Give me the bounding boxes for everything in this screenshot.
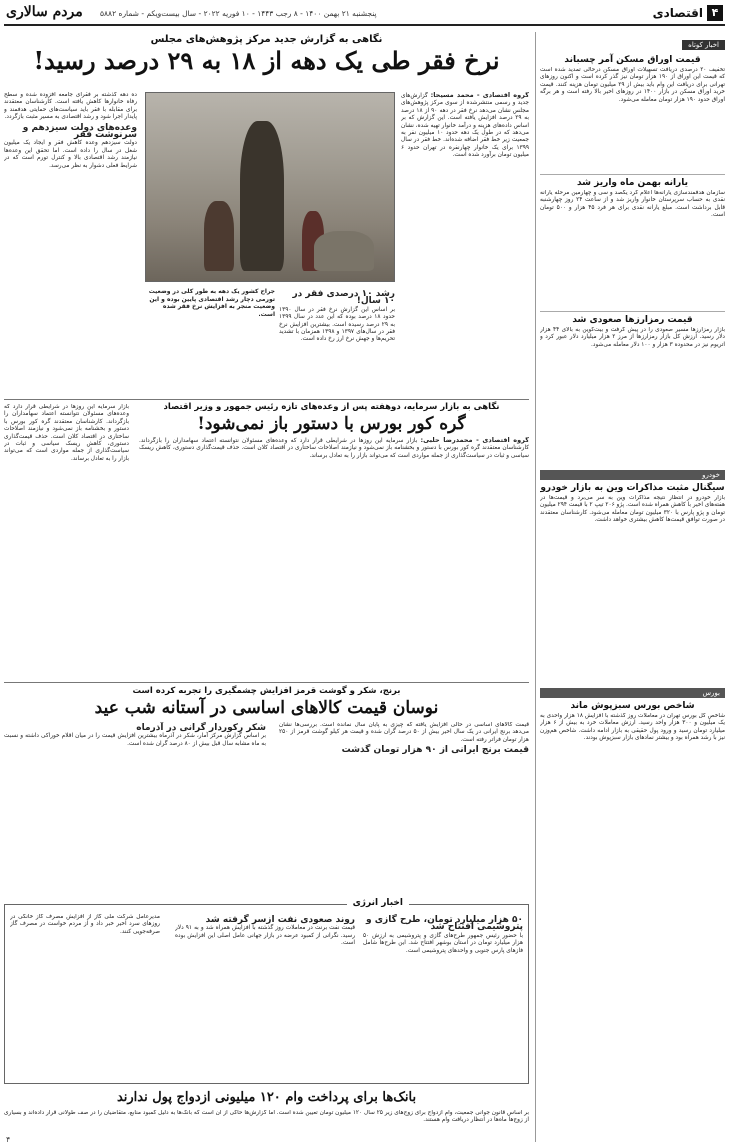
divider xyxy=(4,399,529,400)
news-title: قیمت رمزارزها صعودی شد xyxy=(572,315,693,325)
divider xyxy=(4,682,529,683)
page-number: ۴ xyxy=(6,1135,11,1144)
energy-item2-body: قیمت نفت برنت در معاملات روز گذشته با افزایش همراه شد و به ۹۱ دلار رسید. نگرانی از کمبود عرضه در بازار جهانی عامل اصلی این افزایش بوده است. xyxy=(175,925,355,947)
date-line: پنجشنبه ۲۱ بهمن ۱۴۰۰ - ۸ رجب ۱۴۴۳ - ۱۰ فوریه ۲۰۲۲ - سال بیست‌ویکم - شماره ۵۸۸۲ xyxy=(100,9,377,18)
news-title: یارانه بهمن ماه واریز شد xyxy=(576,178,688,188)
middle-body-text: بازار سرمایه این روزها در شرایطی قرار دارد که وعده‌های مسئولان نتوانسته اعتماد سهامداران را بازگرداند. کارشناسان معتقدند گره کور بورس با دستور و بخشنامه باز نمی‌شود و نیازمند اصلاحات ساختاری در اقتصاد کلان است. حذف قیمت‌گذاری دستوری، کاهش ریسک سیاسی و ثبات در سیاست‌گذاری از جمله مواردی است که می‌تواند بازار را به تعادل برساند. xyxy=(139,438,529,459)
middle-left-text: بازار سرمایه این روزها در شرایطی قرار دارد که وعده‌های مسئولان نتوانسته اعتماد سهامداران را بازگرداند. کارشناسان معتقدند گره کور بورس با دستور و بخشنامه باز نمی‌شود و نیازمند اصلاحات ساختاری در اقتصاد کلان است. حذف قیمت‌گذاری دستوری، کاهش ریسک سیاسی و ثبات در سیاست‌گذاری از جمله مواردی است که می‌تواند بازار را به تعادل برساند. xyxy=(4,404,129,462)
lead-left-column xyxy=(4,92,137,392)
divider xyxy=(540,174,725,175)
news-body: شاخص کل بورس تهران در معاملات روز گذشته با افزایش ۱۸ هزار واحدی به یک میلیون و ۳۰۰ هزار واحد رسید. ارزش معاملات خرد به بیش از ۶ هزار میلیارد تومان رسید و ورود پول حقیقی به بازار ادامه داشت. شاخص هم‌وزن نیز با رشد همراه بود و بیشتر نمادهای بازار سبزپوش بودند. xyxy=(540,713,725,742)
news-body: تخفیف ۲۰ درصدی دریافت تسهیلات اوراق مسکن درحالی تمدید شده است که قیمت این اوراق از ۱۹۰ هزار تومان نیز گذر کرده است و اکنون روزهای تهرانی برای دریافت این وام باید بیش از ۲۹ میلیون تومان هزینه کنند. قیمت خرید اوراق مسکن در بازار ۱۴۰۰ در روزهای اخیر بالا رفته است و هر برگه اوراق حدود ۱۹۰ هزار تومان معامله می‌شود. xyxy=(540,67,725,103)
food-subhead-2: شکر رکوردار گرانی در آذرماه xyxy=(136,723,266,733)
newspaper-logo: مردم سالاری xyxy=(6,4,83,20)
lead-kicker: نگاهی به گزارش جدید مرکز پژوهش‌های مجلس xyxy=(150,34,383,45)
food-body xyxy=(279,722,529,892)
lead-left-body: ده دهه گذشته بر فقرای جامعه افزوده شده و سطح رفاه خانوارها کاهش یافته است. کارشناسان معتقدند برای مقابله با فقر باید سیاست‌های حمایتی هدفمند و پایدار اجرا شود و رشد اقتصادی به مسیر مثبت بازگردد. xyxy=(4,92,137,121)
middle-kicker: نگاهی به بازار سرمایه، دوهفته پس از وعده‌های تازه رئیس جمهور و وزیر اقتصاد xyxy=(163,402,500,412)
news-body: سازمان هدفمندسازی یارانه‌ها اعلام کرد یکصد و سی و چهارمین مرحله یارانه نقدی به حساب سرپرستان خانوار واریز شد و از ساعت ۲۴ روز چهارشنبه قابل برداشت است. مبلغ یارانه نقدی برای هر فرد ۴۵ هزار و ۵۰۰ تومان است. xyxy=(540,190,725,219)
sidebar-tag: اخبار کوتاه xyxy=(682,40,725,50)
energy-item2-title: روند صعودی نفت ازسر گرفته شد xyxy=(205,915,355,925)
food-left-column xyxy=(4,722,266,892)
middle-byline: گروه اقتصادی - محمدرضا حلبی: xyxy=(420,437,529,444)
energy-title: اخبار انرژی xyxy=(347,898,409,908)
middle-left-column xyxy=(4,404,129,676)
news-title: قیمت اوراق مسکن آمر چسباند xyxy=(564,55,701,65)
main-area xyxy=(4,32,529,1142)
masthead xyxy=(4,4,725,26)
middle-body xyxy=(139,437,529,677)
lead-body: گزارش‌های جدید و رسمی منتشرشده از سوی مرکز پژوهش‌های مجلس نشان می‌دهد نرخ فقر در دهه ۹۰ از ۱۸ درصد به ۲۹ درصد افزایش یافته است. این گزارش که بر اساس داده‌های هزینه و درآمد خانوار تهیه شده، نشان می‌دهد که در طول یک دهه حدود ۱۰ میلیون نفر به جمعیت زیر خط فقر اضافه شده‌اند. خط فقر در سال ۱۳۹۹ برای یک خانوار چهارنفره در تهران حدود ۶ میلیون تومان برآورد شده است. xyxy=(401,93,529,159)
food-body-text: قیمت کالاهای اساسی در حالی افزایش یافته که چیزی به پایان سال نمانده است. بررسی‌ها نشان می‌دهد برنج ایرانی در یک سال اخیر بیش از ۵۰ درصد گران شده و قیمت هر کیلو گوشت قرمز از ۲۵۰ هزار تومان فراتر رفته است. xyxy=(279,722,529,743)
energy-item3-body: مدیرعامل شرکت ملی گاز از افزایش مصرف گاز خانگی در روزهای سرد اخیر خبر داد و از مردم خواست در مصرف گاز صرفه‌جویی کنند. xyxy=(10,914,160,935)
lead-text-column xyxy=(401,92,529,392)
lead-photo xyxy=(145,92,395,282)
lead-body-2: بر اساس این گزارش نرخ فقر در سال ۱۳۹۰ حدود ۱۸ درصد بوده که این عدد در سال ۱۳۹۹ به ۲۹ درصد رسیده است. بیشترین افزایش نرخ فقر در سال‌های ۱۳۹۷ و ۱۳۹۸ همزمان با تشدید تحریم‌ها و جهش نرخ ارز رخ داده است. xyxy=(279,306,395,343)
section-name: اقتصادی xyxy=(652,6,703,20)
food-kicker: برنج، شکر و گوشت قرمز افزایش چشمگیری را تجربه کرده است xyxy=(132,686,401,696)
food-headline: نوسان قیمت کالاهای اساسی در آستانه شب عید xyxy=(94,698,439,718)
energy-item1-body: با حضور رئیس جمهور طرح‌های گازی و پتروشیمی به ارزش ۵۰ هزار میلیارد تومان در استان بوشهر افتتاح شد. این طرح‌ها شامل فازهای پارس جنوبی و واحدهای پتروشیمی است. xyxy=(363,932,523,954)
bourse-section-bar: بورس xyxy=(540,688,725,698)
news-body: بازار خودرو در انتظار نتیجه مذاکرات وین به سر می‌برد و قیمت‌ها در هفته‌های اخیر با کاهش همراه شده است. پژو ۲۰۶ تیپ ۲ با قیمت ۲۹۴ میلیون تومان و پژو پارس با ۳۲۰ میلیون تومان معامله می‌شود. کارشناسان معتقدند در صورت توافق قیمت‌ها کاهش بیشتری خواهد داشت. xyxy=(540,495,725,524)
energy-item xyxy=(10,914,160,1079)
divider xyxy=(540,311,725,312)
news-title: سیگنال مثبت مذاکرات وین به بازار خودرو xyxy=(540,483,725,493)
food-subhead-1: قیمت برنج ایرانی از ۹۰ هزار تومان گذشت xyxy=(341,745,529,756)
lead-left-body-2: دولت سیزدهم وعده کاهش فقر و ایجاد یک میلیون شغل در سال را داده است. اما تحقق این وعده‌ها نیازمند رشد اقتصادی بالا و کنترل تورم است که در شرایط فعلی دشوار به نظر می‌رسد. xyxy=(4,140,137,169)
lead-subhead-1: رشد ۱۰ درصدی فقر در ۱۰ سال! xyxy=(292,289,395,307)
banks-headline: بانک‌ها برای پرداخت وام ۱۲۰ میلیونی ازدواج پول ندارند xyxy=(116,1090,417,1105)
energy-item xyxy=(363,914,523,1079)
lead-headline: نرخ فقر طی یک دهه از ۱۸ به ۲۹ درصد رسید! xyxy=(33,46,500,75)
middle-headline: گره کور بورس با دستور باز نمی‌شود! xyxy=(197,414,466,434)
food-body-2: بر اساس گزارش مرکز آمار، شکر در آذرماه بیشترین افزایش قیمت را در میان اقلام خوراکی داشته و نسبت به ماه مشابه سال قبل بیش از ۸۰ درصد گران شده است. xyxy=(4,733,266,747)
section-label xyxy=(653,5,723,21)
news-body: بازار رمزارزها مسیر صعودی را در پیش گرفت و بیت‌کوین به بالای ۴۴ هزار دلار رسید. ارزش کل بازار رمزارزها از مرز ۲ هزار میلیارد دلار عبور کرد و اتریوم نیز در محدوده ۳ هزار و ۱۰۰ دلار معامله می‌شود. xyxy=(540,327,725,348)
auto-section-bar: خودرو xyxy=(540,470,725,480)
lead-byline: گروه اقتصادی - محمد مسیحا: xyxy=(430,92,529,99)
energy-item xyxy=(175,914,355,1079)
photo-figure xyxy=(240,121,284,271)
lead-subhead-2: وعده‌های دولت سیزدهم و سرنوشت فقر xyxy=(22,122,137,141)
energy-item1-title: ۵۰ هزار میلیارد تومان، طرح گازی و پتروشیمی افتتاح شد xyxy=(366,915,523,933)
banks-body: بر اساس قانون جوانی جمعیت، وام ازدواج برای زوج‌های زیر ۲۵ سال ۱۲۰ میلیون تومان تعیین شده است. اما گزارش‌ها حاکی از آن است که بانک‌ها به دلیل کمبود منابع، متقاضیان را در صف طولانی قرار داده‌اند و بسیاری از زوج‌ها ماه‌ها در انتظار دریافت وام هستند. xyxy=(4,1110,529,1124)
photo-rubble xyxy=(314,231,374,271)
lead-subsection xyxy=(279,288,395,392)
news-title: شاخص بورس سبزپوش ماند xyxy=(570,701,695,711)
photo-caption: جراح کشور یک دهه به طور کلی در وضعیت تورمی دچار رشد اقتصادی پایین بوده و این وضعیت منجر به افزایش نرخ فقر شده است. xyxy=(148,288,275,318)
photo-figure xyxy=(204,201,234,271)
sidebar xyxy=(535,32,725,1142)
section-number: ۴ xyxy=(707,5,723,21)
